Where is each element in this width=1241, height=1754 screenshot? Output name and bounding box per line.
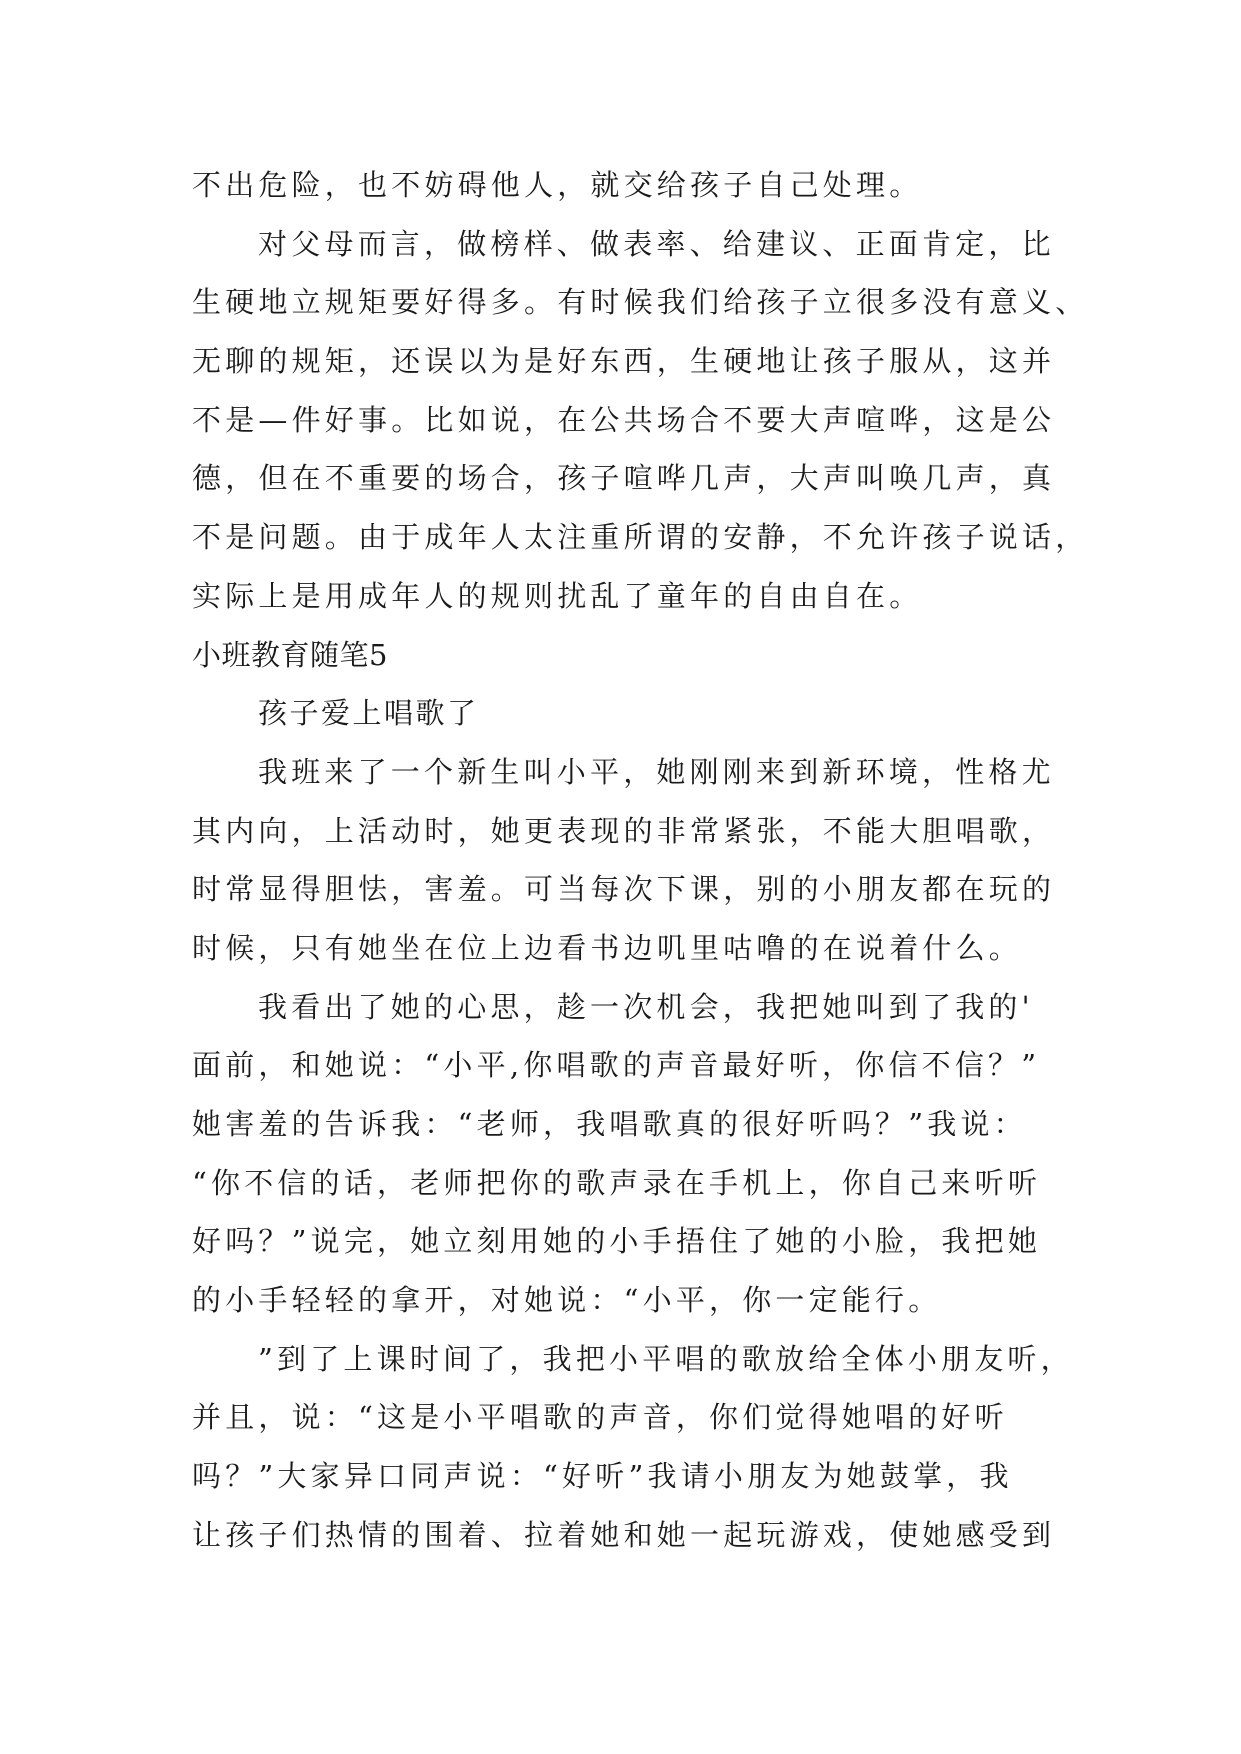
- text-line: 吗？”大家异口同声说：“好听”我请小朋友为她鼓掌，我: [192, 1459, 1013, 1494]
- paragraph: [192, 743, 1152, 978]
- document-body: [192, 156, 1152, 1565]
- text-line: 不出危险，也不妨碍他人，就交给孩子自己处理。: [192, 168, 923, 202]
- article-title: 孩子爱上唱歌了: [258, 696, 479, 731]
- text-line: 生硬地立规矩要好得多。有时候我们给孩子立很多没有意义、: [192, 285, 1089, 320]
- text-line: 对父母而言，做榜样、做表率、给建议、正面肯定，比: [258, 226, 1055, 261]
- text-line: 不是问题。由于成年人太注重所谓的安静，不允许孩子说话，: [192, 520, 1089, 555]
- text-line: 不是—件好事。比如说，在公共场合不要大声喧哗，这是公: [192, 402, 1056, 437]
- text-line: 德，但在不重要的场合，孩子喧哗几声，大声叫唤几声，真: [192, 461, 1056, 496]
- text-line: 我班来了一个新生叫小平，她刚刚来到新环境，性格尤: [258, 754, 1055, 789]
- text-line: “你不信的话，老师把你的歌声录在手机上，你自己来听听: [192, 1165, 1042, 1200]
- text-line: 她害羞的告诉我：“老师，我唱歌真的很好听吗？”我说：: [192, 1107, 1027, 1141]
- text-line: 好吗？”说完，她立刻用她的小手捂住了她的小脸，我把她: [192, 1224, 1042, 1259]
- section-heading-block: [192, 626, 1152, 685]
- text-line: 时候，只有她坐在位上边看书边叽里咕噜的在说着什么。: [192, 930, 1023, 965]
- paragraph: [192, 1330, 1152, 1565]
- text-line: 无聊的规矩，还误以为是好东西，生硬地让孩子服从，这并: [192, 344, 1056, 379]
- paragraph: [192, 215, 1152, 626]
- text-line: 其内向，上活动时，她更表现的非常紧张，不能大胆唱歌，: [192, 813, 1056, 848]
- text-line: 实际上是用成年人的规则扰乱了童年的自由自在。: [192, 578, 923, 613]
- continued-paragraph: [192, 156, 1152, 215]
- text-line: ”到了上课时间了，我把小平唱的歌放给全体小朋友听，: [258, 1341, 1074, 1376]
- paragraph: [192, 978, 1152, 1330]
- text-line: 我看出了她的心思，趁一次机会，我把她叫到了我的': [258, 989, 1034, 1024]
- text-line: 的小手轻轻的拿开，对她说：“小平，你一定能行。: [192, 1283, 942, 1318]
- text-line: 让孩子们热情的围着、拉着她和她一起玩游戏，使她感受到: [192, 1517, 1056, 1552]
- section-heading: 小班教育随笔5: [192, 637, 388, 672]
- text-line: 并且，说：“这是小平唱歌的声音，你们觉得她唱的好听: [192, 1400, 1008, 1435]
- article-title-block: [192, 684, 1152, 743]
- text-line: 时常显得胆怯，害羞。可当每次下课，别的小朋友都在玩的: [192, 872, 1056, 907]
- text-line: 面前，和她说：“小平,你唱歌的声音最好听，你信不信？”: [192, 1048, 1041, 1083]
